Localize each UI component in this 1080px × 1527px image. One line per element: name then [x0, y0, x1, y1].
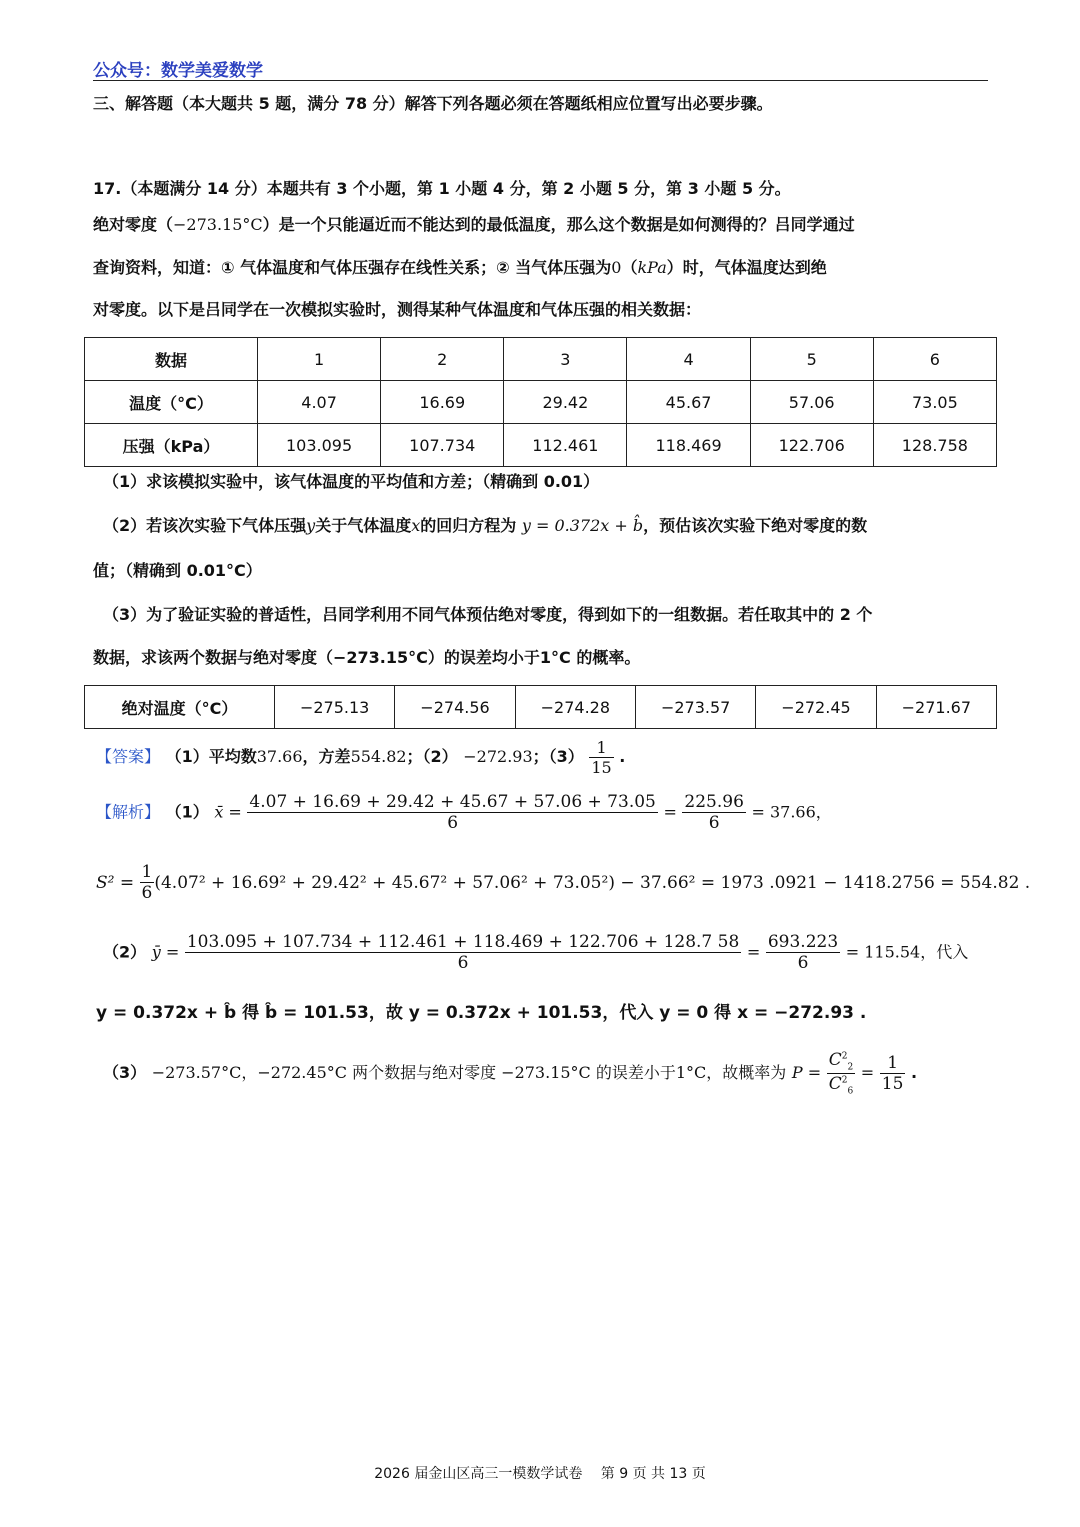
- table-cell: 29.42: [504, 381, 627, 424]
- question-1: （1）求该模拟实验中，该气体温度的平均值和方差；（精确到 0.01）: [103, 472, 600, 491]
- problem-line-1: 绝对零度（−273.15°C）是一个只能逼近而不能达到的最低温度，那么这个数据是如何测得的？吕同学通过: [93, 215, 855, 234]
- page-footer: 2026 届金山区高三一模数学试卷 第 9 页 共 13 页: [374, 1466, 706, 1482]
- analysis-tag: 【解析】: [96, 802, 161, 822]
- table-cell: −272.45: [756, 686, 876, 729]
- table-cell: −273.57: [635, 686, 755, 729]
- analysis-step-1: 【解析】 （1） x̄ = $\frac{4.07 + 16.69 + 29.42 + 45.67 + 57.06 + 73.05}{6}$ = $\frac{225.96}{6}$ = 37.66，: [96, 792, 832, 834]
- variance-equation: S² = $\frac{1}{6}$ (4.07² + 16.69² + 29.42² + 45.67² + 57.06² + 73.05²) − 37.66² = 1973 .0921 − 1418.2756 = 554.82 .: [96, 862, 1031, 904]
- question-3-line-2: 数据，求该两个数据与绝对零度（−273.15°C）的误差均小于1°C 的概率。: [93, 648, 641, 667]
- abs-temp-label: 绝对温度（°C）: [85, 686, 275, 729]
- data-table: [84, 337, 997, 467]
- table-header-cell: 3: [504, 338, 627, 381]
- analysis-step-2: （2） ȳ = $\frac{103.095 + 107.734 + 112.461 + 118.469 + 122.706 + 128.7 58}{6}$ = $\frac{693.223}{6}$ = 115.54，代入: [103, 932, 969, 974]
- table-cell: 128.758: [873, 424, 996, 467]
- problem-line-3: 对零度。以下是吕同学在一次模拟实验时，测得某种气体温度和气体压强的相关数据：: [93, 300, 702, 319]
- answer-line: 【答案】 （1）平均数37.66，方差554.82；（2） −272.93；（3） $\frac{1}{15}$ .: [96, 738, 626, 778]
- table-cell: 103.095: [258, 424, 381, 467]
- temp-label: 温度（°C）: [85, 381, 258, 424]
- pressure-mean-fraction-2: $\frac{693.223}{6}$: [767, 932, 839, 974]
- table-cell: −275.13: [275, 686, 395, 729]
- table-cell: −271.67: [876, 686, 996, 729]
- combination-fraction: $\frac{C^2_2}{C^2_6}$: [828, 1050, 854, 1097]
- pressure-mean-fraction: $\frac{103.095 + 107.734 + 112.461 + 118.469 + 122.706 + 128.7 58}{6}$: [186, 932, 740, 974]
- analysis-step-3: （3） −273.57°C，−272.45°C 两个数据与绝对零度 −273.15°C 的误差小于1°C，故概率为 P = $\frac{C^2_2}{C^2_6}$ = $\frac{1}{15}$ .: [103, 1050, 918, 1097]
- answer-prob-fraction: $\frac{1}{15}$: [591, 738, 612, 778]
- table-row: [85, 381, 997, 424]
- table-cell: 122.706: [750, 424, 873, 467]
- problem-intro: 17.（本题满分 14 分）本题共有 3 个小题，第 1 小题 4 分，第 2 小题 5 分，第 3 小题 5 分。: [93, 179, 791, 198]
- table-header-cell: 6: [873, 338, 996, 381]
- table-header-cell: 5: [750, 338, 873, 381]
- answer-tag: 【答案】: [96, 747, 161, 767]
- problem-line-2: 查询资料，知道：① 气体温度和气体压强存在线性关系；② 当气体压强为0（kPa）时，气体温度达到绝: [93, 258, 827, 277]
- table-cell: 107.734: [381, 424, 504, 467]
- mean-fraction-2: $\frac{225.96}{6}$: [684, 792, 744, 834]
- variance-coef: $\frac{1}{6}$: [141, 862, 153, 904]
- probability-fraction: $\frac{1}{15}$: [881, 1052, 904, 1095]
- question-2-line-2: 值；（精确到 0.01°C）: [93, 561, 262, 580]
- table-cell: 16.69: [381, 381, 504, 424]
- mean-fraction: $\frac{4.07 + 16.69 + 29.42 + 45.67 + 57.06 + 73.05}{6}$: [249, 792, 656, 834]
- question-2-line-1: （2）若该次实验下气体压强y关于气体温度x的回归方程为 y = 0.372x + b̂，预估该次实验下绝对零度的数: [103, 516, 868, 535]
- table-cell: 45.67: [627, 381, 750, 424]
- table-header-cell: 2: [381, 338, 504, 381]
- pressure-label: 压强（kPa）: [85, 424, 258, 467]
- absolute-temp-table: [84, 685, 997, 729]
- header-label: 公众号：数学美爱数学: [93, 61, 263, 81]
- table-header-cell: 数据: [85, 338, 258, 381]
- table-row: [85, 424, 997, 467]
- table-header-cell: 1: [258, 338, 381, 381]
- table-cell: −274.56: [395, 686, 515, 729]
- table-cell: 118.469: [627, 424, 750, 467]
- table-cell: 4.07: [258, 381, 381, 424]
- table-row: [85, 338, 997, 381]
- question-3-line-1: （3）为了验证实验的普适性，吕同学利用不同气体预估绝对零度，得到如下的一组数据。若任取其中的 2 个: [103, 605, 873, 624]
- table-cell: 73.05: [873, 381, 996, 424]
- analysis-step-2-line-2: y = 0.372x + b̂ 得 b̂ = 101.53，故 y = 0.372x + 101.53，代入 y = 0 得 x = −272.93 .: [96, 1003, 867, 1023]
- header-divider: [93, 80, 988, 81]
- table-cell: 112.461: [504, 424, 627, 467]
- table-cell: −274.28: [515, 686, 635, 729]
- table-cell: 57.06: [750, 381, 873, 424]
- section-title: 三、解答题（本大题共 5 题，满分 78 分）解答下列各题必须在答题纸相应位置写出必要步骤。: [93, 94, 773, 113]
- table-header-cell: 4: [627, 338, 750, 381]
- table-row: [85, 686, 997, 729]
